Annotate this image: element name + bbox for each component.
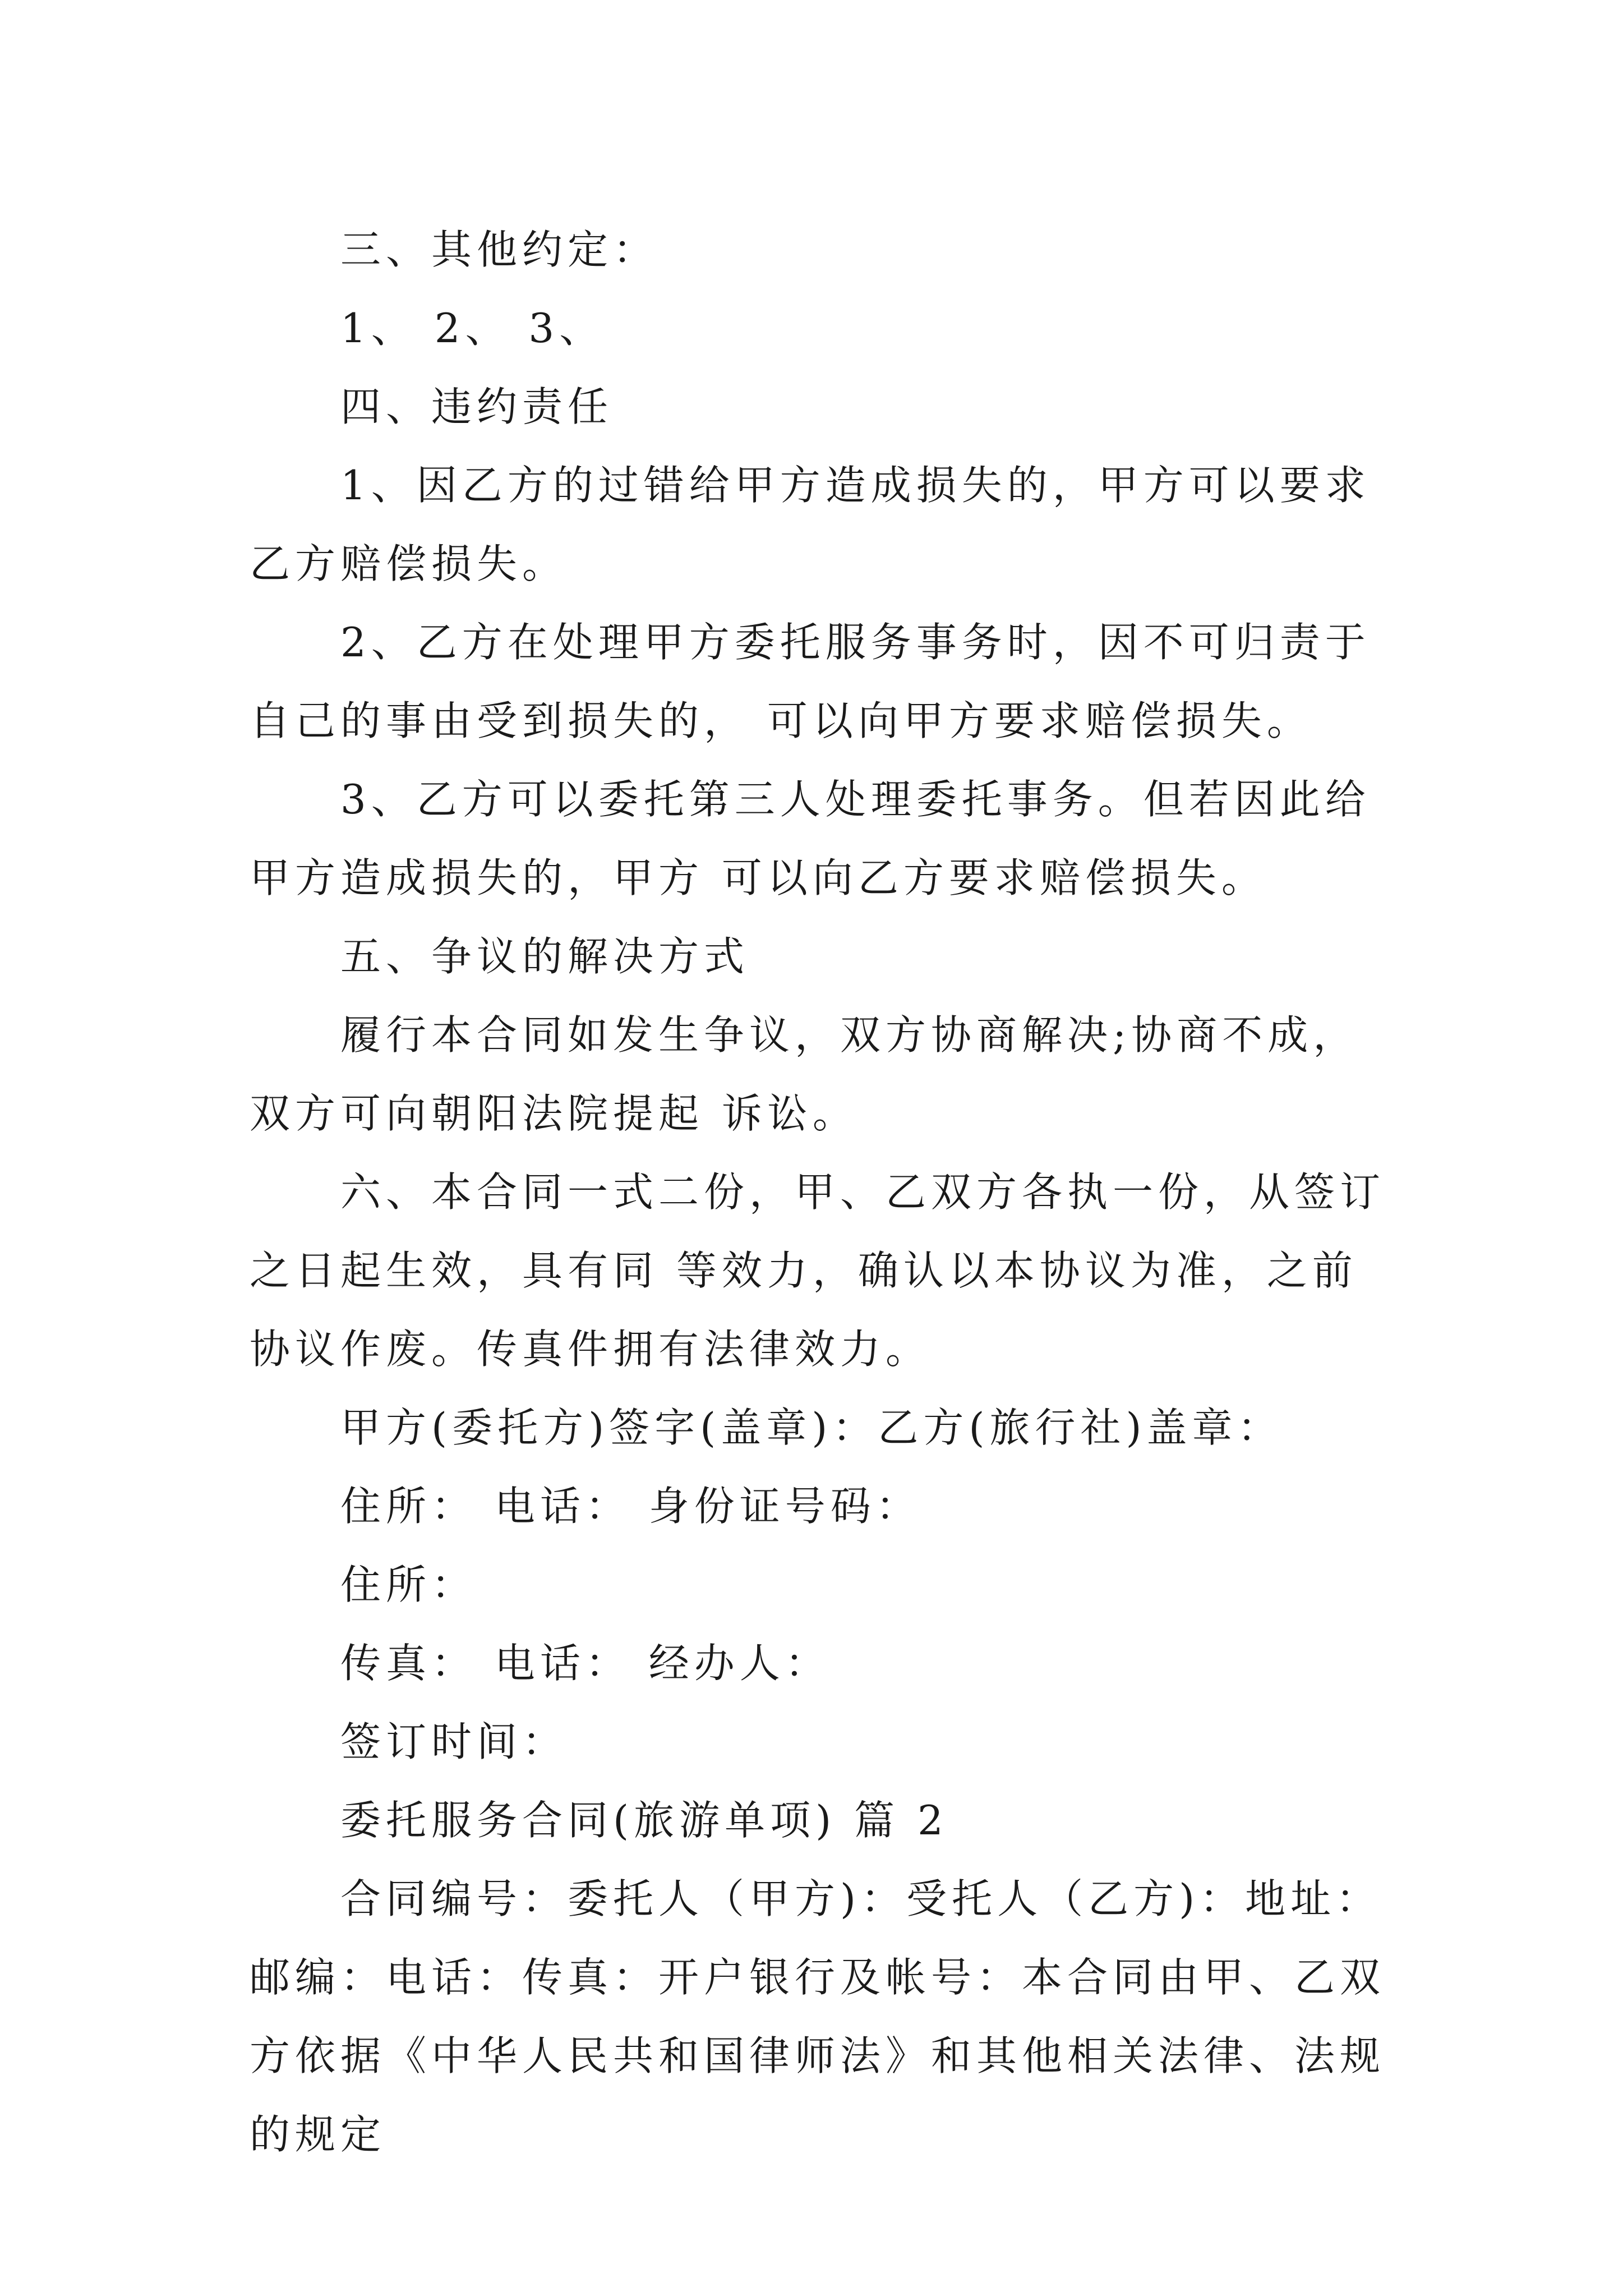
address-line-2: 住所： <box>340 1561 477 1608</box>
breach-heading: 四、违约责任 <box>340 383 614 430</box>
address-line-1: 住所： 电话： 身份证号码： <box>340 1483 921 1530</box>
contract-2-title: 委托服务合同(旅游单项) 篇 2 <box>340 1797 948 1844</box>
dispute-text: 履行本合同如发生争议，双方协商解决;协商不成，双方可向朝阳法院提起 诉讼。 <box>250 1011 1359 1137</box>
breach-clause-1: 1、因乙方的过错给甲方造成损失的，甲方可以要求乙方赔偿损失。 <box>250 462 1371 587</box>
sign-date-line: 签订时间： <box>340 1718 568 1765</box>
dispute-heading: 五、争议的解决方式 <box>340 933 750 980</box>
breach-clause-3: 3、乙方可以委托第三人处理委托事务。但若因此给甲方造成损失的，甲方 可以向乙方要求赔偿损失。 <box>250 776 1371 901</box>
breach-clause-2: 2、乙方在处理甲方委托服务事务时，因不可归责于自己的事由受到损失的， 可以向甲方要求赔偿损失。 <box>250 619 1371 744</box>
other-terms-heading: 三、其他约定： <box>340 226 659 273</box>
copies-clause: 六、本合同一式二份，甲、乙双方各执一份，从签订之日起生效，具有同 等效力，确认以本协议为准，之前协议作废。传真件拥有法律效力。 <box>250 1168 1386 1373</box>
fax-line: 传真： 电话： 经办人： <box>340 1640 831 1687</box>
other-terms-items: 1、 2、 3、 <box>340 305 605 352</box>
signature-line: 甲方(委托方)签字(盖章)：乙方(旅行社)盖章： <box>340 1404 1283 1451</box>
document-body <box>250 210 1388 2174</box>
contract-2-intro: 合同编号：委托人（甲方)：受托人（乙方)：地址：邮编：电话：传真：开户银行及帐号：本合同由甲、乙双方依据《中华人民共和国律师法》和其他相关法律、法规的规定 <box>250 1875 1386 2158</box>
